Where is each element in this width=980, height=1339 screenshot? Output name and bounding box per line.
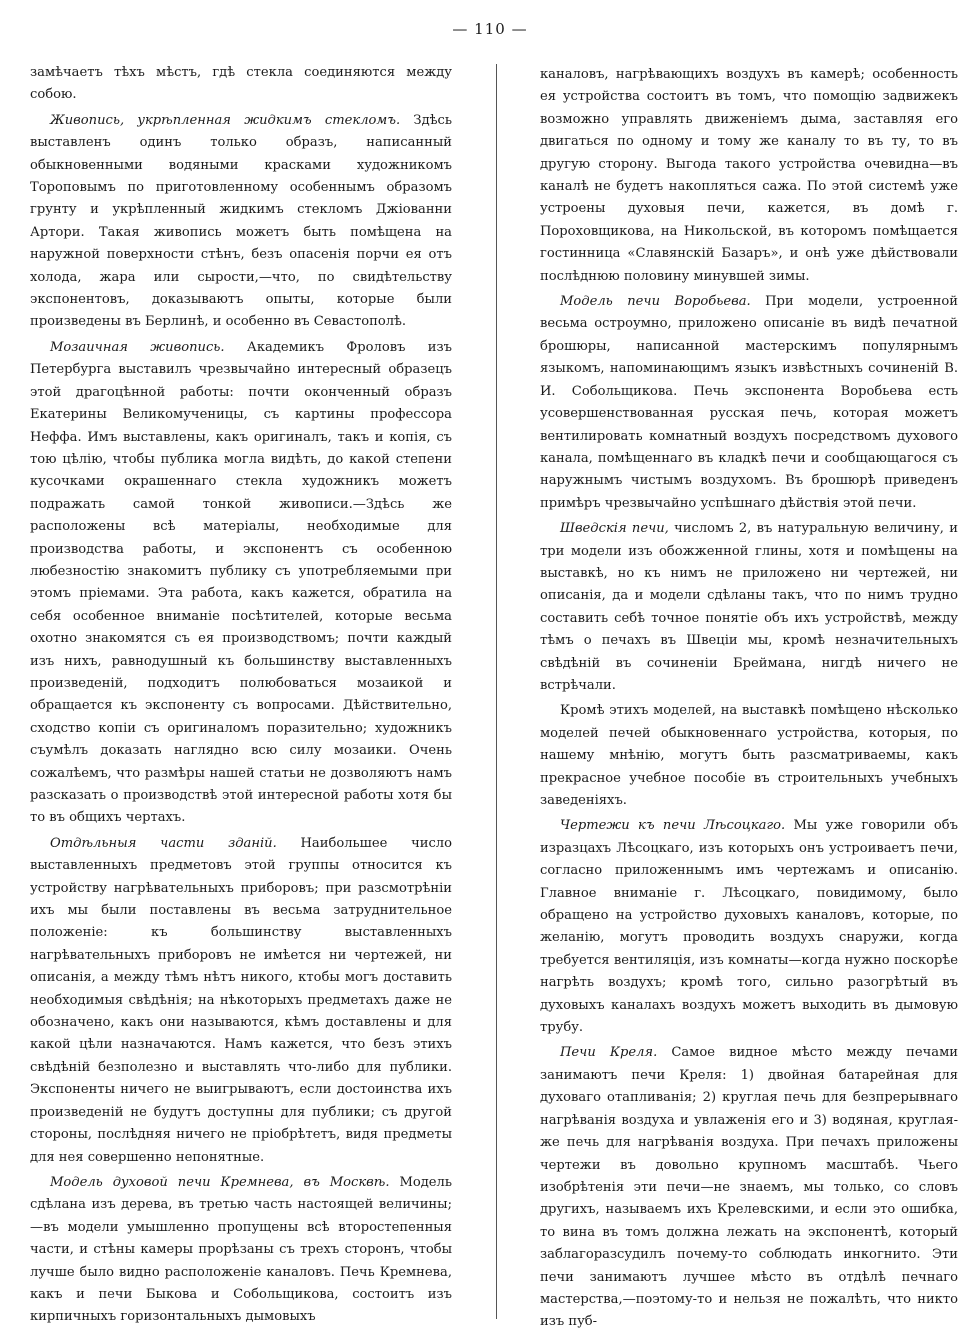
paragraph-heading: Печи Креля. [560, 1045, 658, 1061]
paragraph: Чертежи къ печи Лѣсоцкаго. Мы уже говорили объ изразцахъ Лѣсоцкаго, изъ которыхъ онъ устроиваетъ печи, согласно приложеннымъ имъ чертежамъ и описанію. Главное вниманіе г. Лѣсоцкаго, повидимому, было обращено на устройство духовыхъ каналовъ, которые, по желанію, могутъ проводить воздухъ снаружи, когда требуется вентиляція, изъ комнаты—когда нужно поскорѣе нагрѣть воздухъ; кромѣ того, сильно разогрѣтый въ духовыхъ каналахъ воздухъ можетъ выходить въ дымовую трубу. [540, 818, 958, 1036]
left-column [30, 62, 452, 1332]
paragraph-heading: Живопись, укрѣпленная жидкимъ стекломъ. [50, 112, 401, 128]
paragraph: Кромѣ этихъ моделей, на выставкѣ помѣщено нѣсколько моделей печей обыкновеннаго устройства, которыя, по нашему мнѣнію, могутъ быть разсматриваемы, какъ прекрасное учебное пособіе въ строительныхъ учебныхъ заведеніяхъ. [540, 703, 958, 808]
paragraph: Шведскія печи, числомъ 2, въ натуральную величину, и три модели изъ обожженной глины, хотя и помѣщены на выставкѣ, но къ нимъ не приложено ни чертежей, ни описанія, да и модели сдѣланы такъ, что по нимъ трудно составить себѣ точное понятіе объ ихъ устройствѣ, между тѣмъ о печахъ въ Швеціи мы, кромѣ незначительныхъ свѣдѣній въ сочиненіи Бреймана, нигдѣ ничего не встрѣчали. [540, 521, 958, 693]
paragraph-heading: Чертежи къ печи Лѣсоцкаго. [560, 818, 786, 834]
column-divider [496, 64, 497, 1319]
paragraph: Живопись, укрѣпленная жидкимъ стекломъ. Здѣсь выставленъ одинъ только образъ, написанный обыкновенными водяными красками художникомъ Тороповымъ по приготовленному особеннымъ образомъ грунту и укрѣпленный жидкимъ стекломъ Джіованни Артори. Такая живопись можетъ быть помѣщена на наружной поверхности стѣнъ, безъ опасенія порчи ея отъ холода, жара или сырости,—что, по свидѣтельству экспонентовъ, доказываютъ опыты, которые были произведены въ Берлинѣ, и особенно въ Севастополѣ. [30, 112, 453, 330]
paragraph: Отдѣльныя части зданій. Наибольшее число выставленныхъ предметовъ этой группы относится къ устройству нагрѣвательныхъ приборовъ; при разсмотрѣніи ихъ мы были поставлены въ весьма затруднительное положеніе: къ большинству выставленныхъ нагрѣвательныхъ приборовъ не имѣется ни чертежей, ни описанія, а между тѣмъ нѣтъ никого, ктобы могъ доставить необходимыя свѣдѣнія; на нѣкоторыхъ предметахъ даже не обозначено, какъ они называются, кѣмъ доставлены и для какой цѣли назначаются. Намъ кажется, что безъ этихъ свѣдѣній безполезно и выставлять что-либо для публики. Экспоненты ничего не выигрываютъ, если достоинства ихъ произведеній не будутъ доступны для публики; съ другой стороны, послѣдняя ничего не пріобрѣтетъ, видя предметы для нея совершенно непонятные. [30, 835, 452, 1165]
right-column [540, 64, 958, 1337]
page-number: — 110 — [452, 20, 528, 38]
paragraph: каналовъ, нагрѣвающихъ воздухъ въ камерѣ; особенность ея устройства состоитъ въ томъ, что помощію задвижекъ возможно управлять движеніемъ дыма, заставляя его двигаться по одному и тому же каналу то въ ту, то въ другую сторону. Выгода такого устройства очевидна—въ каналѣ не будетъ накопляться сажа. По этой системѣ уже устроены духовыя печи, кажется, въ домѣ г. Пороховщикова, на Никольской, въ которомъ помѣщается гостинница «Славянскій Базаръ», и онѣ уже дѣйствовали послѣднюю половину минувшей зимы. [540, 67, 958, 284]
paragraph-heading: Модель духовой печи Кремнева, въ Москвѣ. [50, 1174, 390, 1190]
paragraph: Модель печи Воробьева. При модели, устроенной весьма остроумно, приложено описаніе въ видѣ печатной брошюры, написанной мастерскимъ популярнымъ языкомъ, напоминающимъ языкъ извѣстныхъ сочиненій В. И. Собольщикова. Печь экспонента Воробьева есть усовершенствованная русская печь, которая можетъ вентилировать комнатный воздухъ посредствомъ духового канала, помѣщеннаго въ кладкѣ печи и сообщающагося съ наружнымъ чистымъ воздухомъ. Въ брошюрѣ приведенъ примѣръ чрезвычайно успѣшнаго дѣйствія этой печи. [540, 294, 958, 511]
paragraph: Мозаичная живопись. Академикъ Фроловъ изъ Петербурга выставилъ чрезвычайно интересный образецъ этой драгоцѣнной работы: почти оконченный образъ Екатерины Великомученицы, съ картины профессора Неффа. Имъ выставлены, какъ оригиналъ, такъ и копія, съ тою цѣлію, чтобы публика могла видѣть, до какой степени кусочками окрашеннаго стекла художникъ можетъ подражать самой тонкой живописи.—Здѣсь же расположены всѣ матеріалы, необходимые для производства работы, и экспонентъ съ особенною любезностію знакомитъ публику съ употребляемыми при этомъ пріемами. Эта работа, какъ кажется, обратила на себя особенное вниманіе посѣтителей, которые весьма охотно знакомятся съ ея производствомъ; почти каждый изъ нихъ, равнодушный къ большинству выставленныхъ произведеній, подходитъ полюбоваться мозаикой и обращается къ экспоненту съ вопросами. Дѣйствительно, сходство копіи съ оригиналомъ поразительно; художникъ съумѣлъ доказать наглядно всю силу мозаики. Очень сожалѣемъ, что размѣры нашей статьи не дозволяютъ намъ разсказать о производствѣ этой интересной работы хотя бы то въ общихъ чертахъ. [30, 339, 452, 826]
paragraph: Модель духовой печи Кремнева, въ Москвѣ. Модель сдѣлана изъ дерева, въ третью часть настоящей величины;—въ модели умышленно пропущены всѣ второстепенныя части, и стѣны камеры прорѣзаны съ трехъ сторонъ, чтобы лучше было видно расположеніе каналовъ. Печь Кремнева, какъ и печи Быкова и Собольщикова, состоитъ изъ кирпичныхъ горизонтальныхъ дымовыхъ [30, 1174, 452, 1325]
paragraph: Печи Креля. Самое видное мѣсто между печами занимаютъ печи Креля: 1) двойная батарейная для духоваго отапливанія; 2) круглая печь для безпрерывнаго нагрѣванія воздуха и увлаженія его и 3) водяная, круглая-же печь для нагрѣванія воздуха. При печахъ приложены чертежи въ довольно крупномъ масштабѣ. Чьего изобрѣтенія эти печи—не знаемъ, мы только, со словъ другихъ, называемъ ихъ Крелевскими, и если это ошибка, то вина въ томъ должна лежать на экспонентѣ, который заблагоразсудилъ почему-то соблюдать инкогнито. Эти печи занимаютъ лучшее мѣсто въ отдѣлѣ печнаго мастерства,—поэтому-то и нельзя не пожалѣть, что никто изъ пуб- [540, 1045, 958, 1330]
paragraph-heading: Шведскія печи, [560, 521, 669, 537]
paragraph-heading: Модель печи Воробьева. [560, 294, 751, 310]
paragraph-heading: Мозаичная живопись. [50, 339, 225, 355]
paragraph: замѣчаетъ тѣхъ мѣстъ, гдѣ стекла соединяются между собою. [30, 65, 452, 103]
paragraph-heading: Отдѣльныя части зданій. [50, 835, 277, 851]
